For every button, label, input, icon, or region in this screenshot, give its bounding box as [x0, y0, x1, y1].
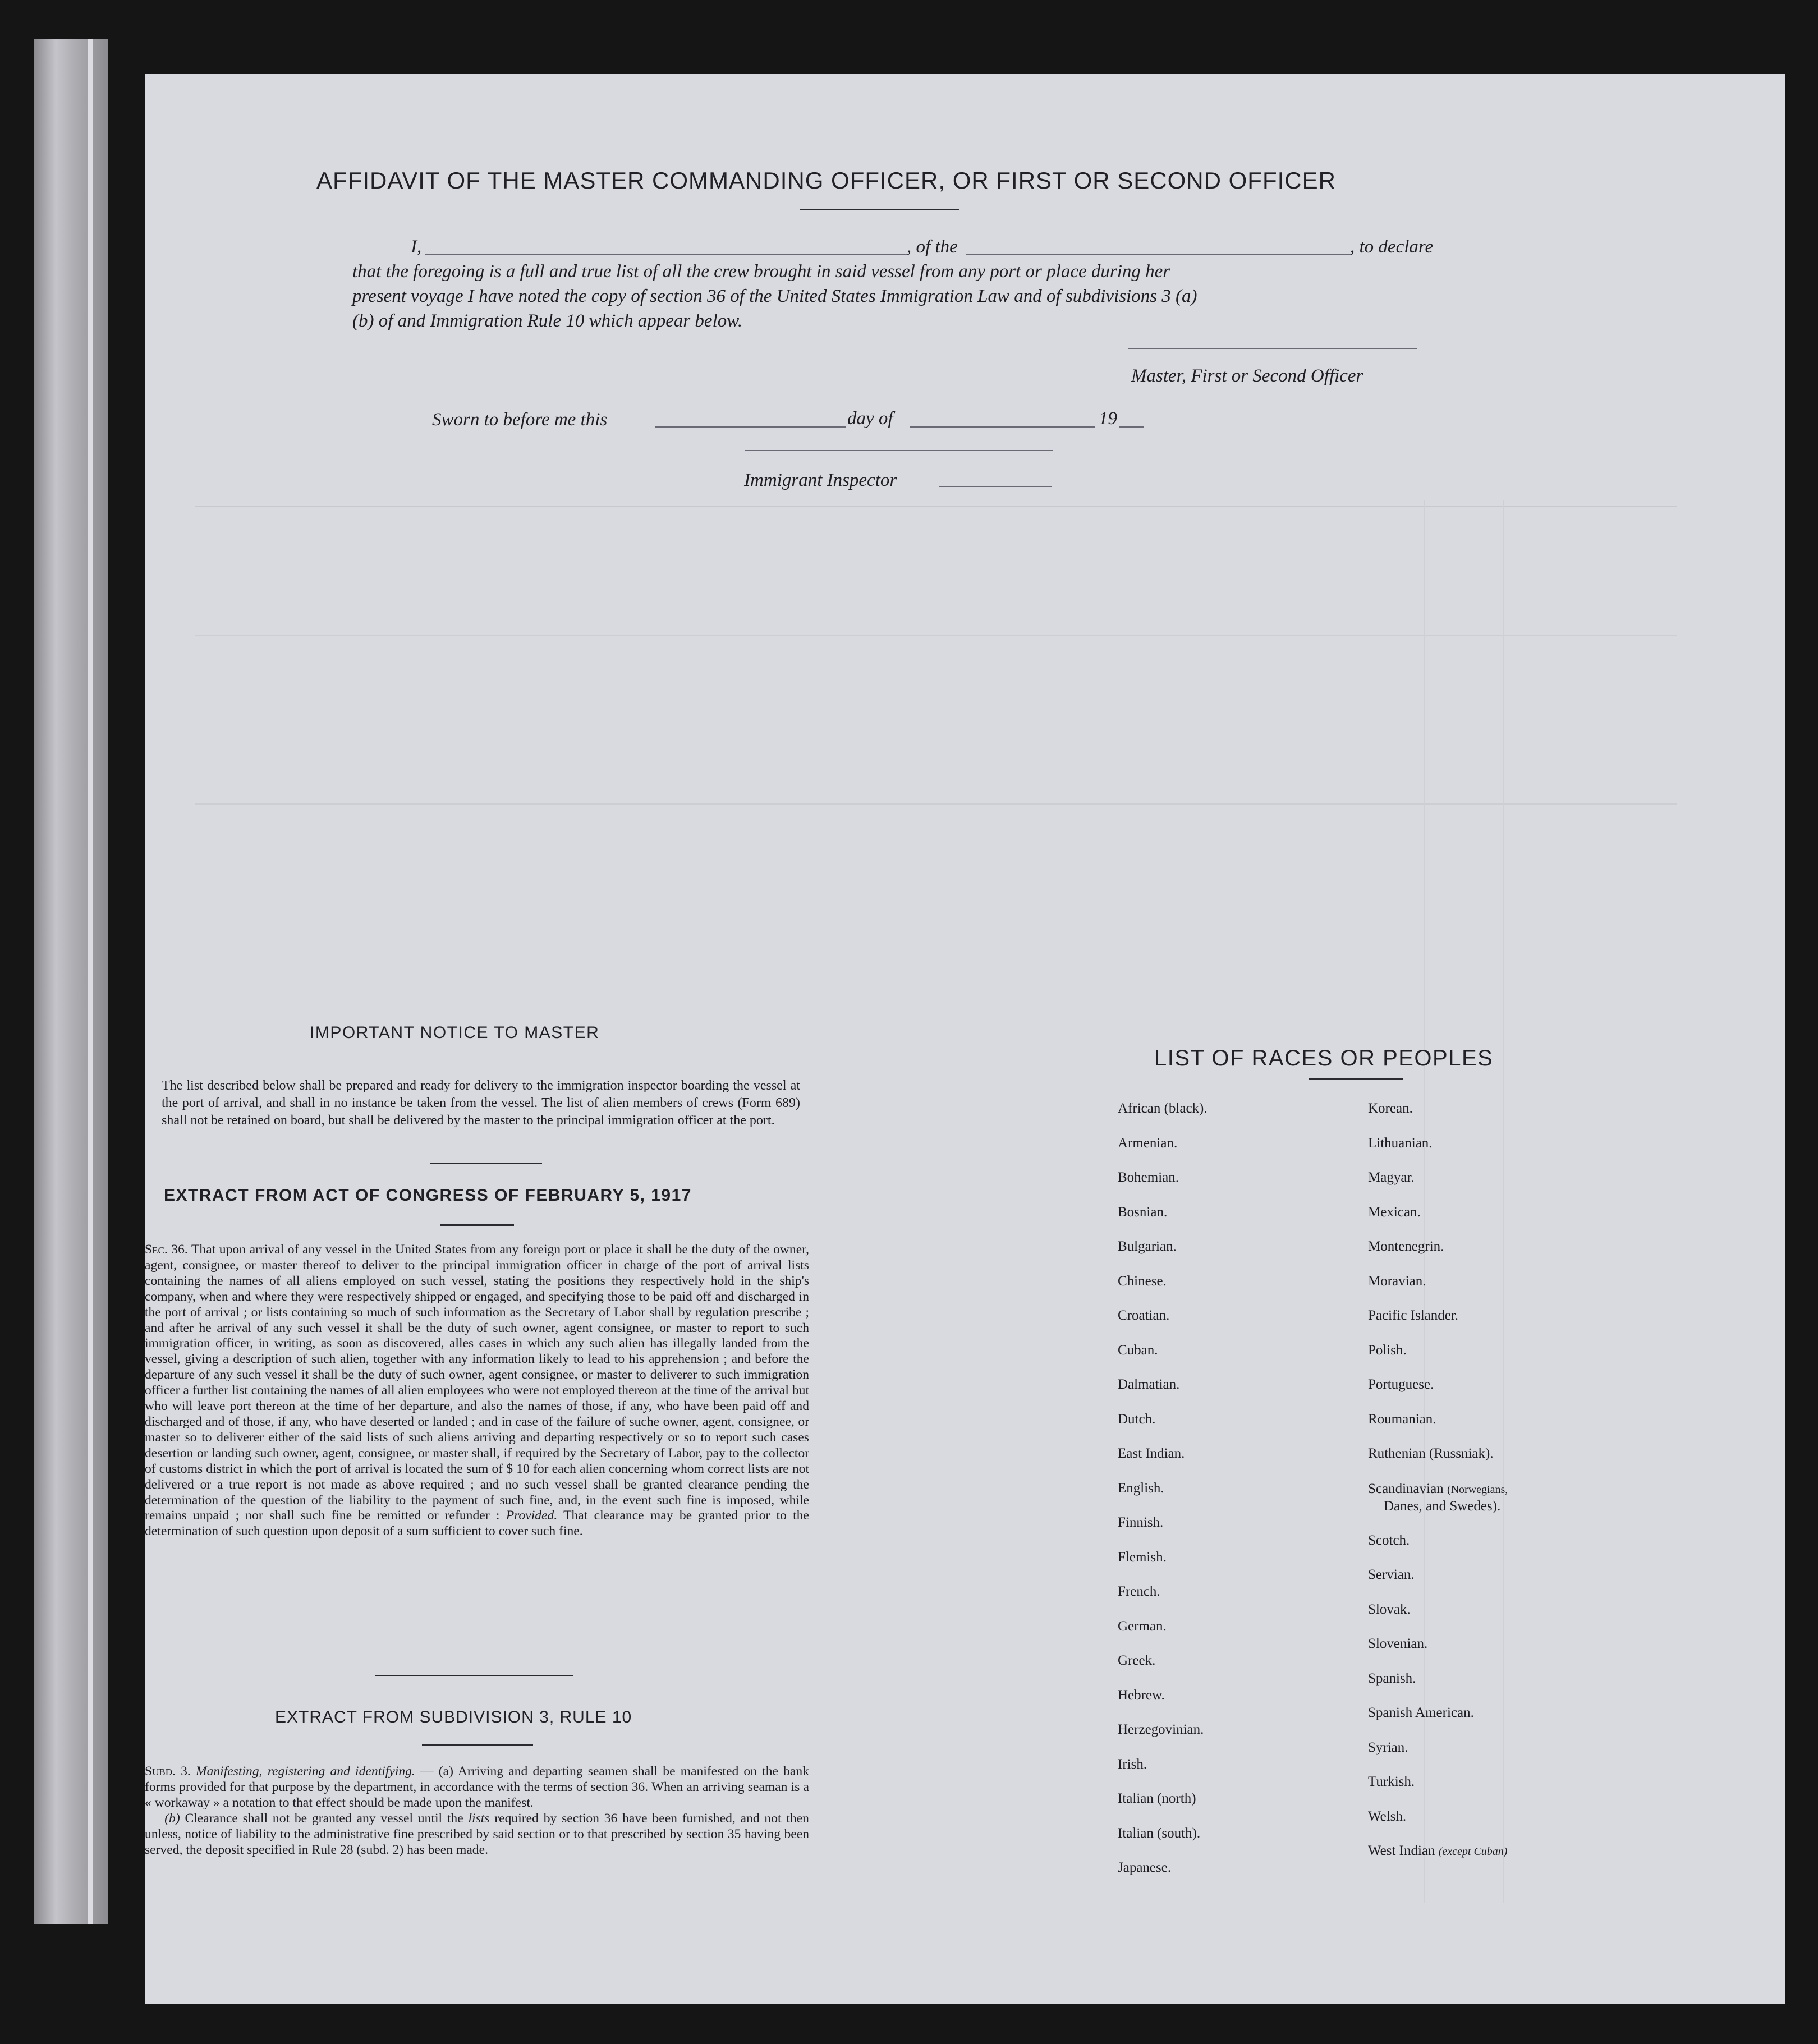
race-right-item: Polish. — [1368, 1343, 1407, 1358]
race-left-item: Japanese. — [1118, 1860, 1172, 1875]
affiant-name-line[interactable] — [425, 254, 908, 255]
bleed-through-column — [1503, 500, 1504, 1903]
race-left-item: Italian (south). — [1118, 1826, 1201, 1841]
race-left-item: Italian (north) — [1118, 1791, 1196, 1806]
race-left-item: German. — [1118, 1619, 1167, 1634]
rule10-title-underline — [422, 1744, 533, 1746]
race-right-item: Welsh. — [1368, 1809, 1407, 1824]
race-right-item: Spanish American. — [1368, 1705, 1474, 1720]
section-36-text — [145, 1242, 809, 1540]
race-right-item: Pacific Islander. — [1368, 1308, 1459, 1323]
year-label: 19 — [1099, 408, 1117, 429]
affidavit-title: AFFIDAVIT OF THE MASTER COMMANDING OFFICER, OR FIRST OR SECOND OFFICER — [316, 167, 1336, 194]
section-divider — [375, 1675, 573, 1676]
bleed-through-column — [1424, 500, 1425, 1903]
race-left-item: Bulgarian. — [1118, 1239, 1177, 1254]
sworn-day-line[interactable] — [655, 426, 846, 428]
section-36-label: Sec. 36. — [145, 1242, 188, 1257]
race-left-item: Bohemian. — [1118, 1170, 1179, 1185]
bleed-through-row — [195, 635, 1677, 636]
to-declare-label: , to declare — [1350, 237, 1434, 257]
races-title-underline — [1309, 1078, 1403, 1080]
signature-label: Master, First or Second Officer — [1131, 366, 1364, 386]
race-left-item: Cuban. — [1118, 1343, 1158, 1358]
race-left-item: Croatian. — [1118, 1308, 1170, 1323]
signature-line[interactable] — [1128, 348, 1417, 349]
race-left-item: Irish. — [1118, 1757, 1147, 1772]
notice-divider — [430, 1163, 542, 1164]
affidavit-line-3: present voyage I have noted the copy of section 36 of the United States Immigration Law and of subdivisions 3 (a) — [352, 286, 1197, 306]
race-right-item: Portuguese. — [1368, 1377, 1434, 1392]
race-left-item: Armenian. — [1118, 1136, 1178, 1151]
race-right-item: Montenegrin. — [1368, 1239, 1444, 1254]
race-left-item: English. — [1118, 1481, 1164, 1496]
subd-b-lists: lists — [468, 1811, 490, 1826]
race-left-item: Greek. — [1118, 1653, 1156, 1668]
race-left-item: Bosnian. — [1118, 1205, 1168, 1220]
races-title: LIST OF RACES OR PEOPLES — [1154, 1046, 1494, 1071]
affidavit-line-2: that the foregoing is a full and true list of all the crew brought in said vessel from any port or place during her — [352, 261, 1170, 282]
section-36-body: That upon arrival of any vessel in the United States from any foreign port or place it shall be the duty of the owner, agent, consignee, or master thereof to deliver to the principal immigration officer in charge of the port of arrival lists containing the names of all aliens employed on such vessel, stating the positions they respectively hold in the ship's company, when and where they were respectively shipped or engaged, and specifying those to be paid off and discharged in the port of arrival ; or lists containing so much of such information as the Secretary of Labor shall by regulation prescribe ; and after he arrival of any such vessel it shall be the duty of such owner, agent consignee, or master to report to such immigration officer, in writing, as soon as discovered, alles cases in which any such alien has illegally landed from the vessel, giving a description of such alien, together with any information likely to lead to his apprehension ; and before the departure of any such vessel it shall be the duty of such owner, agent consignee, or master to deliverer to such immigration officer a further list containing the names of all alien employees who were not employed thereon at the time of the arrival but who will leave port thereon at the time of her departure, and also the names of those, if any, who have been paid off and discharged and of those, if any, who have deserted or landed ; and in case of the failure of suche owner, agent, consignee, or master so to deliverer either of the said lists of such aliens arriving and departing respectively or so to report such cases desertion or landing such owner, agent, consignee, or master shall, if required by the Secretary of Labor, pay to the collector of customs district in which the port of arrival is located the sum of $ 10 for each alien concerning whom correct lists are not delivered or a true report is not made as above required ; and no such vessel shall be granted clearance pending the determination of the question of the liability to the payment of such fine, and, in the event such fine is imposed, while remains unpaid ; nor shall such fine be remitted or refunder : — [145, 1242, 809, 1523]
subd-label: Subd. 3. — [145, 1764, 191, 1779]
race-right-item: Scotch. — [1368, 1533, 1410, 1548]
binder-edge — [34, 39, 108, 1924]
section-36-end: That clearance may be granted prior to the determination of such question upon deposit of a sum sufficient to cover such fine. — [145, 1508, 809, 1539]
race-left-item: Dutch. — [1118, 1412, 1156, 1427]
inspector-label: Immigrant Inspector — [744, 470, 897, 490]
race-right-item: West Indian — [1368, 1843, 1435, 1858]
race-left-item: African (black). — [1118, 1101, 1208, 1116]
title-underline — [800, 209, 960, 210]
race-right-item: Mexican. — [1368, 1205, 1421, 1220]
race-right-item-scandinavian — [1368, 1481, 1508, 1515]
race-right-item-west-indian — [1368, 1843, 1507, 1859]
vessel-name-line[interactable] — [966, 254, 1351, 255]
congress-title-underline — [440, 1224, 514, 1226]
race-right-item: Slovenian. — [1368, 1636, 1428, 1651]
race-right-item: Ruthenian (Russniak). — [1368, 1446, 1494, 1461]
subd-b-label: (b) — [164, 1811, 180, 1826]
sworn-label: Sworn to before me this — [432, 410, 608, 430]
race-right-item: Spanish. — [1368, 1671, 1416, 1686]
race-left-item: Flemish. — [1118, 1550, 1167, 1565]
of-the-label: , of the — [907, 237, 958, 257]
race-left-item: Dalmatian. — [1118, 1377, 1180, 1392]
subd-heading: Manifesting, registering and identifying. — [195, 1764, 415, 1779]
year-line[interactable] — [1119, 426, 1144, 428]
subd-b-text-1: Clearance shall not be granted any vessel until the — [185, 1811, 463, 1826]
race-right-item: Korean. — [1368, 1101, 1413, 1116]
affidavit-line-4: (b) of and Immigration Rule 10 which appear below. — [352, 311, 743, 331]
subd-a-text: — (a) Arriving and departing seamen shall be manifested on the bank forms provided for that purpose by the department, in accordance with the terms of section 36. When an arriving seaman is a « workaway » a notation to that effect should be made upon the manifest. — [145, 1764, 809, 1810]
inspector-name-line[interactable] — [939, 486, 1052, 487]
race-left-item: Chinese. — [1118, 1274, 1167, 1289]
race-left-item: Hebrew. — [1118, 1688, 1165, 1703]
affiant-prefix: I, — [411, 237, 422, 257]
bleed-through-row — [195, 506, 1677, 507]
scandinavian-note: (Norwegians, — [1447, 1483, 1508, 1496]
bleed-through-row — [195, 803, 1677, 805]
race-right-item: Syrian. — [1368, 1740, 1408, 1755]
form-page — [145, 74, 1785, 2004]
notice-title: IMPORTANT NOTICE TO MASTER — [310, 1023, 600, 1042]
inspector-signature-line[interactable] — [745, 450, 1053, 451]
sworn-month-line[interactable] — [910, 426, 1095, 428]
rule10-text — [145, 1764, 809, 1858]
scandinavian-note-2: Danes, and Swedes). — [1384, 1499, 1501, 1514]
race-right-item: Magyar. — [1368, 1170, 1415, 1185]
race-left-item: Herzegovinian. — [1118, 1722, 1204, 1737]
subd-b-text-2: required by section 36 have been furnished, and not then unless, notice of liability to the administrative fine prescribed by said section or to that prescribed by section 35 having been served, the deposit specified in Rule 28 (subd. 2) has been made. — [145, 1811, 809, 1857]
day-of-label: day of — [847, 408, 893, 429]
race-right-item: Moravian. — [1368, 1274, 1426, 1289]
race-left-item: French. — [1118, 1584, 1160, 1599]
race-left-item: East Indian. — [1118, 1446, 1185, 1461]
rule10-title: EXTRACT FROM SUBDIVISION 3, RULE 10 — [275, 1708, 632, 1726]
race-right-item: Servian. — [1368, 1567, 1415, 1582]
race-right-item: Slovak. — [1368, 1602, 1411, 1617]
race-right-item: Turkish. — [1368, 1774, 1415, 1789]
race-left-item: Finnish. — [1118, 1515, 1164, 1530]
race-right-item: Lithuanian. — [1368, 1136, 1433, 1151]
notice-body: The list described below shall be prepared and ready for delivery to the immigration inspector boarding the vessel at the port of arrival, and shall in no instance be taken from the vessel. The list of alien members of crews (Form 689) shall not be retained on board, but shall be delivered by the master to the principal immigration officer at the port. — [162, 1078, 800, 1128]
congress-title: EXTRACT FROM ACT OF CONGRESS OF FEBRUARY 5, 1917 — [164, 1186, 692, 1205]
race-right-item: Scandinavian — [1368, 1481, 1444, 1496]
provided-label: Provided. — [506, 1508, 558, 1523]
race-right-item: Roumanian. — [1368, 1412, 1436, 1427]
west-indian-note: (except Cuban) — [1438, 1845, 1508, 1858]
